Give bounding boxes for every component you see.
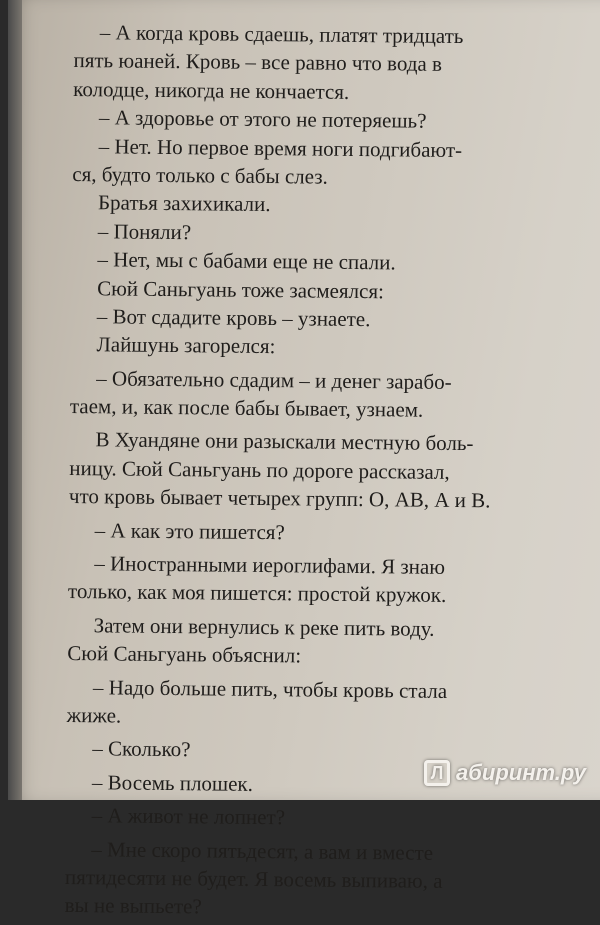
text-line: Братья захихикали.: [72, 188, 572, 222]
text-line: – А живот не лопнет?: [66, 801, 566, 835]
text-line: жиже.: [67, 701, 567, 735]
text-line: ся, будто только с бабы слез.: [72, 160, 572, 194]
text-line: ницу. Сюй Саньгуань по дороге рассказал,: [69, 454, 569, 488]
page-text: [65, 18, 574, 925]
text-line: – Вот сдадите кровь – узнаете.: [71, 302, 571, 336]
text-line: Сюй Саньгуань тоже засмеялся:: [71, 274, 571, 308]
book-page: [8, 0, 600, 800]
text-line: – Иностранными иероглифами. Я знаю: [68, 549, 568, 583]
text-line: – Надо больше пить, чтобы кровь стала: [67, 673, 567, 707]
text-line: Затем они вернулись к реке пить воду.: [67, 611, 567, 645]
text-line: вы не выпьете?: [65, 891, 565, 925]
text-line: – Обязательно сдадим – и денег зарабо-: [70, 364, 570, 398]
text-line: – Нет, мы с бабами еще не спали.: [71, 245, 571, 279]
text-line: – Сколько?: [66, 734, 566, 768]
book-spine-shadow: [8, 0, 22, 800]
watermark-text: абиринт.ру: [456, 760, 586, 786]
text-line: только, как моя пишется: простой кружок.: [68, 577, 568, 611]
text-line: В Хуандяне они разыскали местную боль-: [69, 425, 569, 459]
text-line: Сюй Саньгуань объяснил:: [67, 639, 567, 673]
text-line: колодце, никогда не кончается.: [73, 75, 573, 109]
text-line: – А здоровье от этого не потеряешь?: [73, 103, 573, 137]
text-line: – А как это пишется?: [68, 516, 568, 550]
text-line: Лайшунь загорелся:: [70, 330, 570, 364]
text-line: что кровь бывает четырех групп: О, АВ, А и В.: [69, 482, 569, 516]
text-line: пятидесяти не будет. Я восемь выпиваю, а: [65, 863, 565, 897]
text-line: – Восемь плошек.: [66, 768, 566, 802]
labirint-logo-icon: Л: [424, 760, 450, 786]
text-line: – Нет. Но первое время ноги подгибают-: [73, 132, 573, 166]
text-line: – Мне скоро пятьдесят, а вам и вместе: [65, 835, 565, 869]
text-line: таем, и, как после бабы бывает, узнаем.: [70, 392, 570, 426]
labirint-watermark: [424, 760, 586, 786]
text-line: пять юаней. Кровь – все равно что вода в: [73, 46, 573, 80]
text-line: – Поняли?: [72, 217, 572, 251]
text-line: – А когда кровь сдаешь, платят тридцать: [74, 18, 574, 52]
